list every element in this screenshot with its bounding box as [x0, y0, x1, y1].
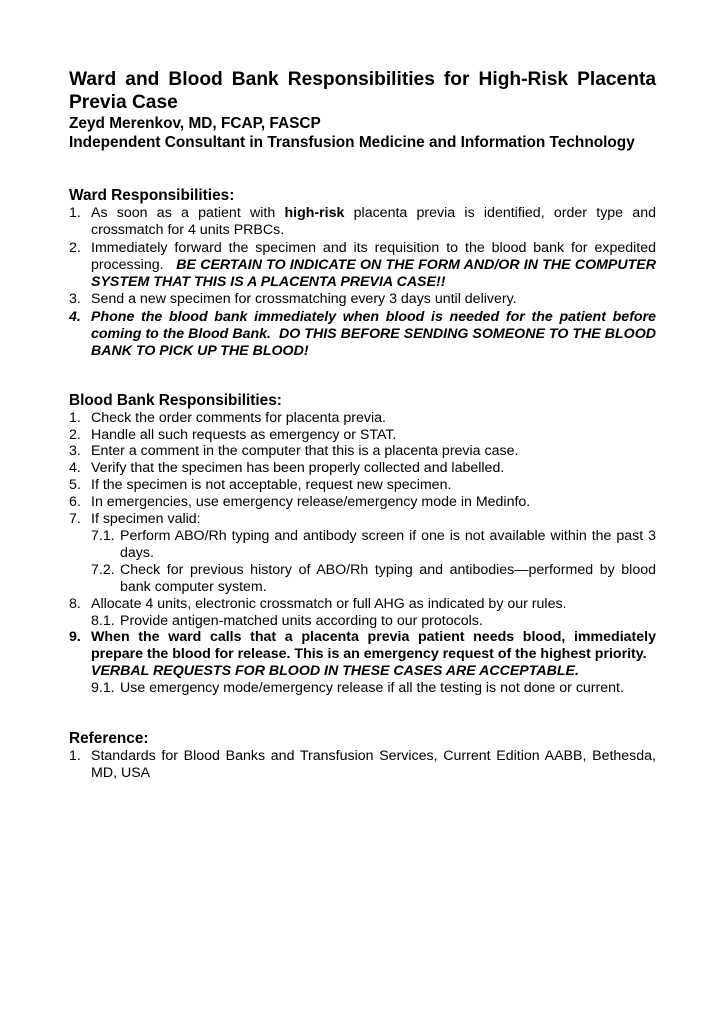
item-number: 3.: [69, 291, 81, 308]
item-number: 5.: [69, 477, 81, 494]
list-subitem: [69, 680, 656, 697]
item-text: Perform ABO/Rh typing and antibody screen if one is not available within the past 3 days.: [120, 528, 656, 561]
item-text: Use emergency mode/emergency release if all the testing is not done or current.: [120, 680, 624, 697]
item-text: placenta previa is identified, order type and crossmatch for 4 units PRBCs.: [91, 205, 656, 239]
item-number: 9.1.: [91, 680, 115, 697]
ward-responsibilities-section: [69, 186, 656, 361]
item-number: 7.1.: [91, 528, 115, 545]
document-author: Zeyd Merenkov, MD, FCAP, FASCP: [69, 115, 321, 132]
item-text: Allocate 4 units, electronic crossmatch or full AHG as indicated by our rules.: [91, 595, 567, 612]
list-item: [69, 410, 656, 427]
list-item: [69, 427, 656, 444]
section-heading: Blood Bank Responsibilities:: [69, 391, 282, 409]
item-text-bold: high-risk: [284, 205, 345, 221]
list-item: [69, 477, 656, 494]
document-affiliation: Independent Consultant in Transfusion Medicine and Information Technology: [69, 134, 635, 151]
item-text: Standards for Blood Banks and Transfusion Services, Current Edition AABB, Bethesda, MD, USA: [91, 748, 656, 781]
item-text-emphasis: VERBAL REQUESTS FOR BLOOD IN THESE CASES ARE ACCEPTABLE.: [91, 663, 579, 680]
document-title: Ward and Blood Bank Responsibilities for High-Risk Placenta Previa Case: [69, 69, 656, 113]
item-number: 4.: [69, 308, 81, 325]
document-page: [69, 68, 656, 782]
list-item: [69, 309, 656, 361]
list-subitem: [69, 528, 656, 562]
item-number: 8.1.: [91, 612, 115, 629]
item-number: 1.: [69, 409, 81, 426]
list-item: [69, 511, 656, 528]
item-text: Send a new specimen for crossmatching every 3 days until delivery.: [91, 291, 517, 308]
item-text: Immediately forward the specimen and its requisition to the blood bank for expedited processing.: [91, 239, 656, 273]
list-item: [69, 460, 656, 477]
list-subitem: [69, 562, 656, 596]
item-text: Enter a comment in the computer that this is a placenta previa case.: [91, 443, 519, 460]
item-text: If specimen valid:: [91, 511, 201, 528]
reference-list: [69, 748, 656, 782]
item-number: 9.: [69, 629, 81, 646]
reference-section: [69, 729, 656, 782]
item-text: If the specimen is not acceptable, request new specimen.: [91, 477, 452, 494]
item-text: Provide antigen-matched units according to our protocols.: [120, 612, 483, 629]
item-number: 2.: [69, 426, 81, 443]
list-subitem: [69, 613, 656, 630]
item-number: 2.: [69, 239, 81, 256]
item-number: 3.: [69, 443, 81, 460]
list-item: [69, 629, 656, 680]
list-item: [69, 291, 656, 308]
item-text-emphasis: Phone the blood bank immediately when blood is needed for the patient before coming to the Blood Bank.: [91, 308, 656, 343]
item-text-emphasis: DO THIS BEFORE SENDING SOMEONE TO THE BLOOD BANK TO PICK UP THE BLOOD!: [91, 326, 657, 360]
item-text: Verify that the specimen has been properly collected and labelled.: [91, 460, 505, 477]
section-heading: Ward Responsibilities:: [69, 187, 235, 204]
reference-item: [69, 748, 656, 782]
item-text-bold: When the ward calls that a placenta previa patient needs blood, immediately prepare the blood for release. This is an emergency request of the highest priority.: [91, 629, 656, 663]
item-text: Check the order comments for placenta previa.: [91, 409, 386, 426]
item-number: 8.: [69, 595, 81, 612]
item-number: 1.: [69, 748, 81, 765]
bloodbank-responsibilities-list: [69, 410, 656, 697]
item-number: 6.: [69, 494, 81, 511]
list-item: [69, 205, 656, 240]
item-text: As soon as a patient with: [91, 205, 285, 221]
bloodbank-responsibilities-section: [69, 391, 656, 697]
section-heading: Reference:: [69, 730, 149, 748]
item-text: Check for previous history of ABO/Rh typing and antibodies—performed by blood bank computer system.: [120, 561, 656, 595]
item-number: 1.: [69, 205, 81, 221]
ward-responsibilities-list: [69, 205, 656, 361]
list-item: [69, 494, 656, 511]
item-text: Handle all such requests as emergency or STAT.: [91, 426, 397, 443]
list-item: [69, 240, 656, 292]
item-number: 4.: [69, 460, 81, 477]
item-text-emphasis: BE CERTAIN TO INDICATE ON THE FORM AND/OR IN THE COMPUTER SYSTEM THAT THIS IS A PLACENTA PREVIA CASE!!: [91, 256, 657, 291]
item-number: 7.2.: [91, 561, 115, 578]
item-text: In emergencies, use emergency release/emergency mode in Medinfo.: [91, 494, 531, 511]
item-number: 7.: [69, 511, 81, 528]
list-item: [69, 443, 656, 460]
list-item: [69, 596, 656, 613]
